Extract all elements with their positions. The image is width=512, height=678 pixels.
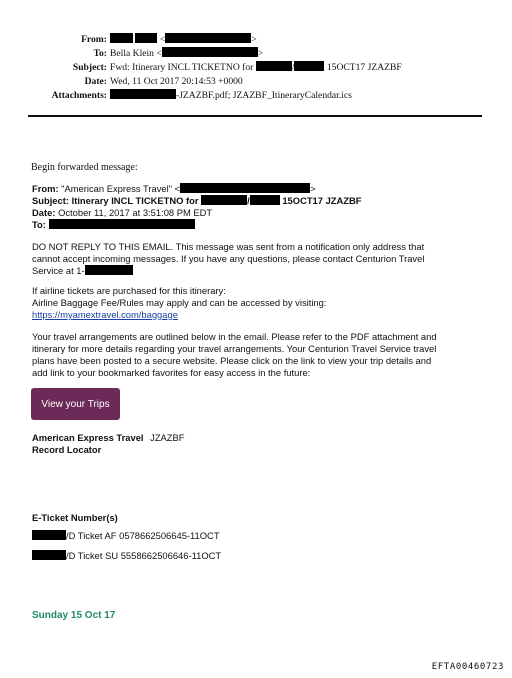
document-id: EFTA00460723 (431, 662, 504, 672)
arrangements-paragraph: Your travel arrangements are outlined below in the email. Please refer to the PDF attachment and itinerary for more details regarding your travel arrangements. Your Centurion Travel Service travel plans have been posted to a secure website. Please click on the link to view your trip details and add link to your bookmarked favorites for easy access in the future: (32, 331, 437, 378)
view-trips-button[interactable]: View your Trips (31, 388, 120, 420)
fwd-from-row: From: "American Express Travel" < > (32, 183, 316, 194)
redaction (85, 265, 133, 275)
redaction (250, 195, 280, 205)
redaction (180, 183, 310, 193)
fwd-subject-row: Subject: Itinerary INCL TICKETNO for / 15OCT17 JZAZBF (32, 195, 362, 206)
header-divider (28, 115, 482, 117)
forwarded-intro: Begin forwarded message: (31, 162, 138, 173)
redaction (135, 33, 157, 43)
redaction (165, 33, 251, 43)
redaction (110, 89, 176, 99)
attachments-value: -JZAZBF.pdf; JZAZBF_ItineraryCalendar.ics (176, 90, 352, 101)
from-label: From: (81, 34, 107, 45)
eticket-row: /D Ticket AF 0578662506645-11OCT (32, 530, 220, 542)
fwd-to-row: To: (32, 219, 195, 231)
eticket-row: /D Ticket SU 5558662506646-11OCT (32, 550, 221, 562)
redaction (110, 33, 133, 43)
redaction (294, 61, 324, 71)
redaction (201, 195, 247, 205)
notice-paragraph: DO NOT REPLY TO THIS EMAIL. This message was sent from a notification only address that cannot accept incoming messages. If you have any questions, please contact Centurion Travel Service at 1- (32, 241, 425, 276)
attachments-label: Attachments: (51, 90, 107, 101)
redaction (32, 530, 66, 540)
redaction (32, 550, 66, 560)
baggage-paragraph: If airline tickets are purchased for this itinerary: Airline Baggage Fee/Rules may apply and can be accessed by visiting: https://myamextravel.com/baggage (32, 285, 327, 320)
redaction (256, 61, 292, 71)
eticket-heading: E-Ticket Number(s) (32, 512, 118, 523)
redaction (49, 219, 195, 229)
record-locator: American Express Travel JZAZBF Record Locator (32, 432, 185, 455)
fwd-date-row: Date: October 11, 2017 at 3:51:08 PM EDT (32, 207, 213, 218)
date-label: Date: (84, 76, 107, 87)
itinerary-date-heading: Sunday 15 Oct 17 (32, 610, 116, 621)
to-label: To: (93, 48, 107, 59)
subject-label: Subject: (72, 62, 107, 73)
baggage-link[interactable]: https://myamextravel.com/baggage (32, 309, 178, 320)
redaction (162, 47, 258, 57)
date-value: Wed, 11 Oct 2017 20:14:53 +0000 (110, 76, 243, 87)
